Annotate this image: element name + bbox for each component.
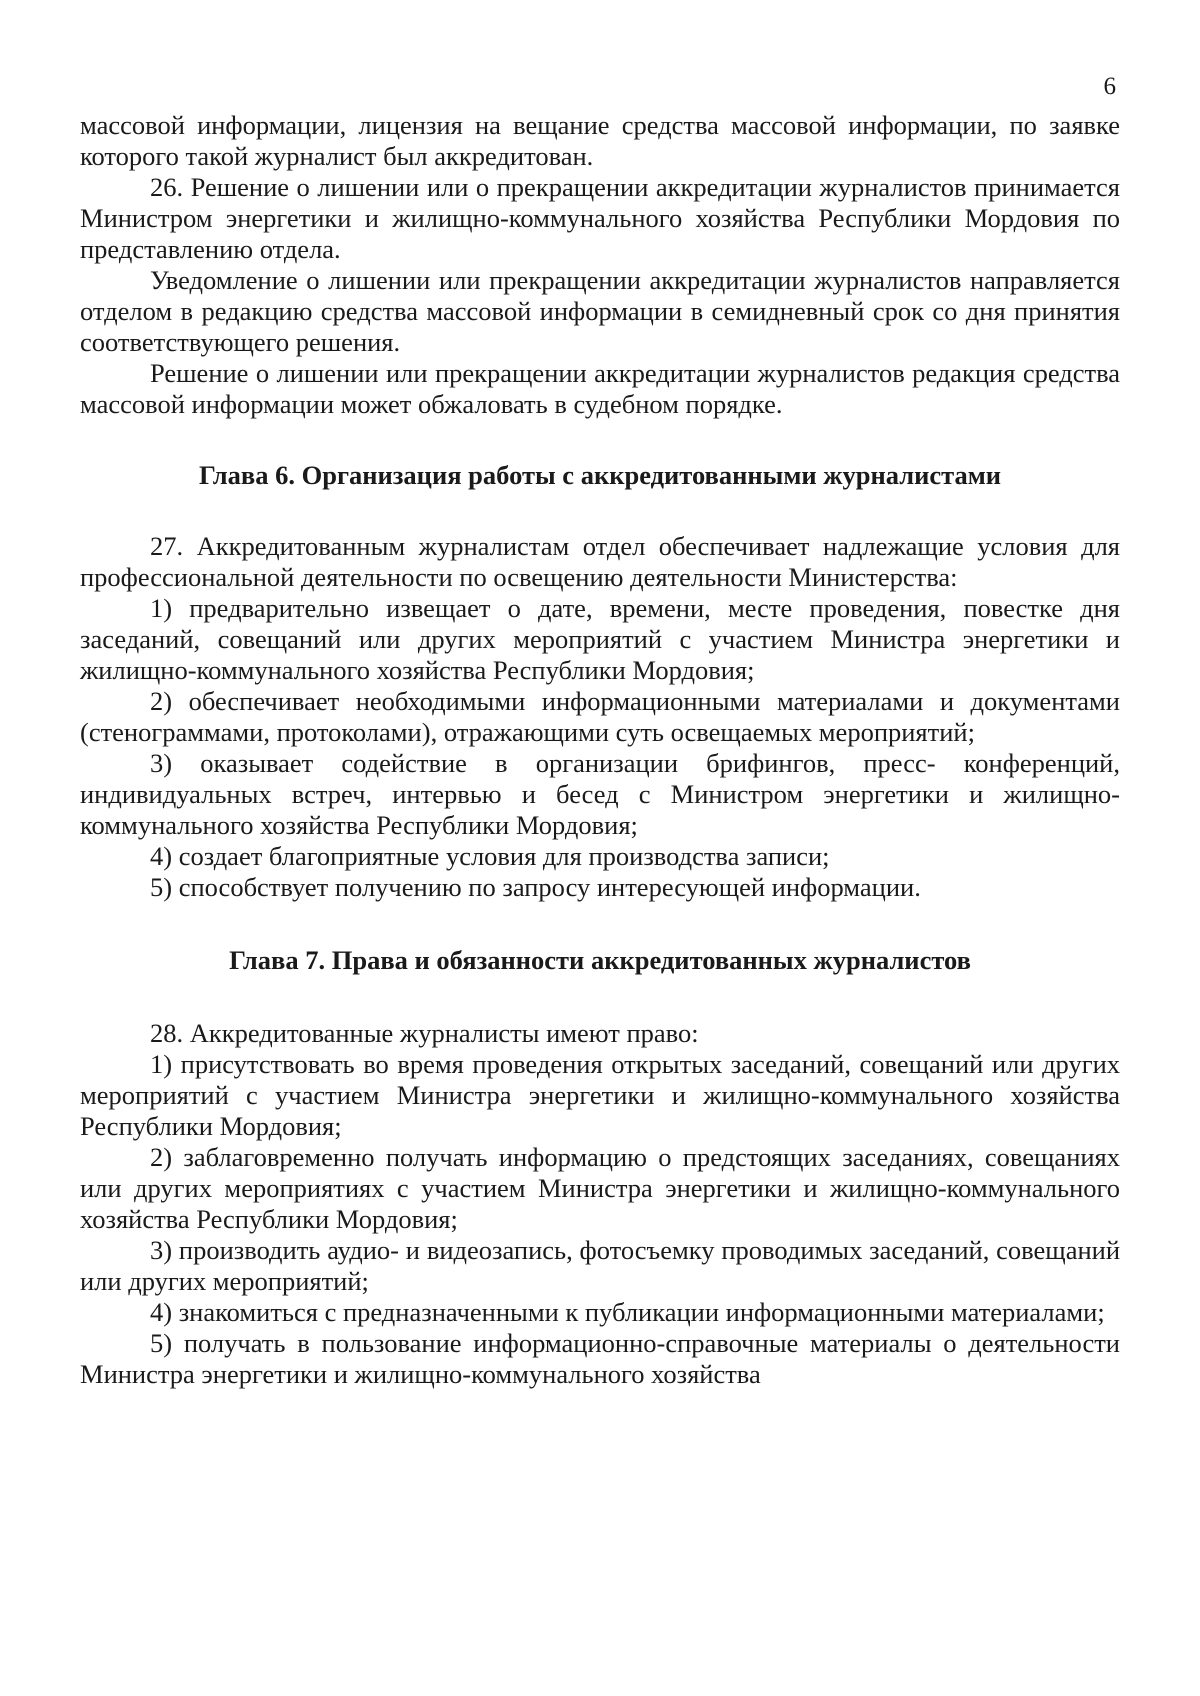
list-item: 5) получать в пользование информационно-справочные материалы о деятельности Министра энергетики и жилищно-коммунального хозяйства <box>80 1328 1120 1389</box>
page-number: 6 <box>1103 73 1116 100</box>
list-item: 1) присутствовать во время проведения открытых заседаний, совещаний или других мероприятий с участием Министра энергетики и жилищно-коммунального хозяйства Республики Мордовия; <box>80 1049 1120 1141</box>
list-item: 4) знакомиться с предназначенными к публикации информационными материалами; <box>150 1297 1105 1327</box>
paragraph-notice: Уведомление о лишении или прекращении аккредитации журналистов направляется отделом в редакцию средства массовой информации в семидневный срок со дня принятия соответствующего решения. <box>80 265 1120 357</box>
list-item: 2) заблаговременно получать информацию о предстоящих заседаниях, совещаниях или других мероприятиях с участием Министра энергетики и жилищно-коммунального хозяйства Республики Мордовия; <box>80 1142 1120 1234</box>
chapter-7-heading: Глава 7. Права и обязанности аккредитованных журналистов <box>229 945 971 975</box>
paragraph-appeal: Решение о лишении или прекращении аккредитации журналистов редакция средства массовой информации может обжаловать в судебном порядке. <box>80 358 1120 419</box>
chapter-6-heading: Глава 6. Организация работы с аккредитованными журналистами <box>198 460 1002 490</box>
list-item: 5) способствует получению по запросу интересующей информации. <box>150 872 921 902</box>
paragraph-26: 26. Решение о лишении или о прекращении аккредитации журналистов принимается Министром энергетики и жилищно-коммунального хозяйства Республики Мордовия по представлению отдела. <box>80 172 1120 264</box>
paragraph-27: 27. Аккредитованным журналистам отдел обеспечивает надлежащие условия для профессиональной деятельности по освещению деятельности Министерства: <box>80 531 1120 592</box>
document-body <box>80 110 1120 1390</box>
list-item: 3) производить аудио- и видеозапись, фотосъемку проводимых заседаний, совещаний или других мероприятий; <box>80 1235 1120 1296</box>
list-item: 2) обеспечивает необходимыми информационными материалами и документами (стенограммами, протоколами), отражающими суть освещаемых мероприятий; <box>80 686 1120 747</box>
list-item: 3) оказывает содействие в организации брифингов, пресс- конференций, индивидуальных встреч, интервью и бесед с Министром энергетики и жилищно-коммунального хозяйства Республики Мордовия; <box>80 748 1120 840</box>
list-item: 1) предварительно извещает о дате, времени, месте проведения, повестке дня заседаний, совещаний или других мероприятий с участием Министра энергетики и жилищно-коммунального хозяйства Республики Мордовия; <box>80 593 1120 685</box>
list-item: 4) создает благоприятные условия для производства записи; <box>150 841 830 871</box>
paragraph-continuation: массовой информации, лицензия на вещание средства массовой информации, по заявке которого такой журналист был аккредитован. <box>80 110 1120 171</box>
paragraph-28: 28. Аккредитованные журналисты имеют право: <box>150 1018 699 1048</box>
